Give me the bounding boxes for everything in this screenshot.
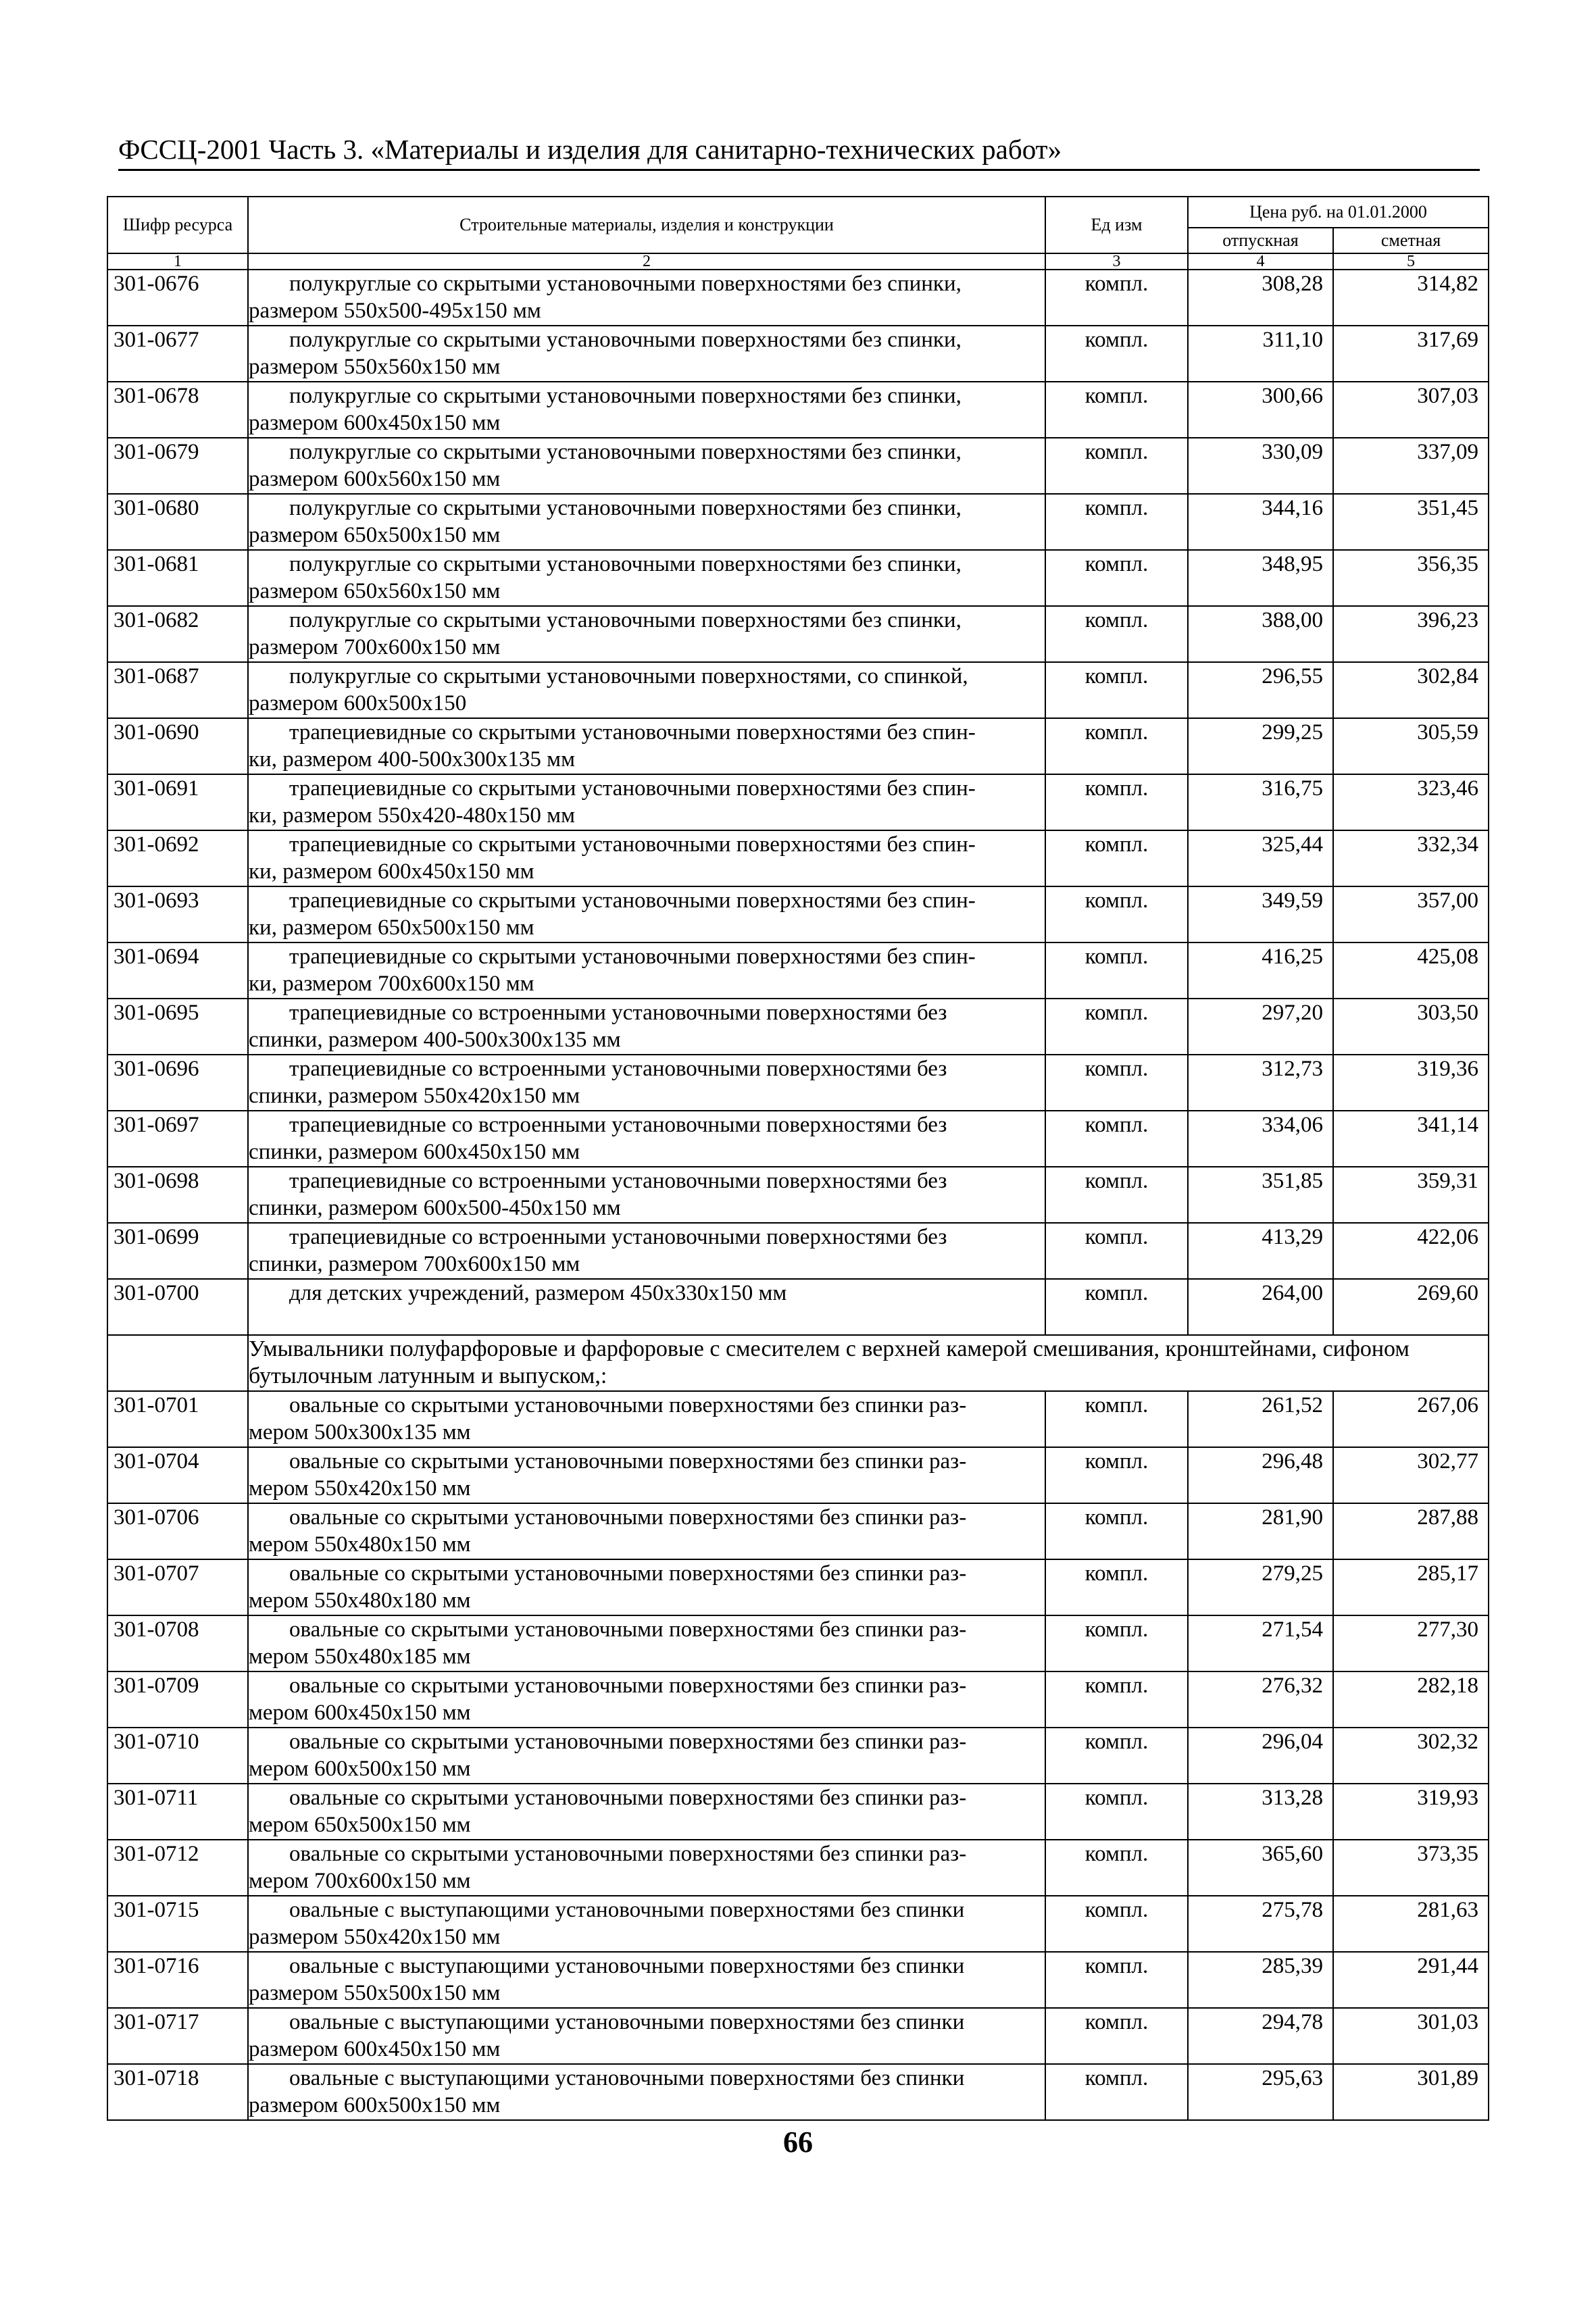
section-heading-row: [107, 1335, 1489, 1391]
header-code: Шифр ресурса: [107, 197, 248, 253]
table-row: [107, 382, 1489, 438]
item-description: [248, 1728, 1045, 1784]
description-line: полукруглые со скрытыми установочными поверхностями без спинки,: [289, 272, 962, 296]
resource-code: 301-0712: [107, 1840, 248, 1896]
description-line: трапециевидные со встроенными установочными поверхностями без: [289, 1169, 947, 1193]
item-description: [248, 270, 1045, 326]
resource-code: 301-0715: [107, 1896, 248, 1952]
description-line: размером 600х500х150: [249, 691, 467, 715]
resource-code: 301-0687: [107, 662, 248, 718]
description-line: полукруглые со скрытыми установочными поверхностями без спинки,: [289, 496, 962, 520]
item-unit: компл.: [1045, 886, 1188, 942]
item-description: [248, 1559, 1045, 1615]
description-line: спинки, размером 550х420х150 мм: [249, 1084, 580, 1108]
table-row: [107, 1559, 1489, 1615]
resource-code: 301-0690: [107, 718, 248, 774]
price-release: 296,04: [1188, 1728, 1333, 1784]
item-description: [248, 438, 1045, 494]
item-unit: компл.: [1045, 662, 1188, 718]
item-description: [248, 1279, 1045, 1335]
description-line: полукруглые со скрытыми установочными поверхностями без спинки,: [289, 384, 962, 408]
description-line: размером 550х420х150 мм: [249, 1925, 501, 1949]
page-header: ФССЦ-2001 Часть 3. «Материалы и изделия для санитарно-технических работ»: [118, 132, 1480, 171]
table-row: [107, 1503, 1489, 1559]
price-estimate: 356,35: [1333, 550, 1489, 606]
resource-code: 301-0708: [107, 1615, 248, 1671]
price-estimate: 305,59: [1333, 718, 1489, 774]
description-line: овальные с выступающими установочными поверхностями без спинки: [289, 2066, 965, 2090]
column-index: 3: [1045, 253, 1188, 270]
table-row: [107, 662, 1489, 718]
description-line: трапециевидные со встроенными установочными поверхностями без: [289, 1057, 947, 1081]
price-estimate: 425,08: [1333, 942, 1489, 999]
description-line: трапециевидные со скрытыми установочными поверхностями без спин-: [289, 720, 976, 745]
price-estimate: 396,23: [1333, 606, 1489, 662]
table-body-b: [107, 1391, 1489, 2120]
section-title: [248, 1335, 1489, 1391]
item-description: [248, 942, 1045, 999]
resource-code: 301-0698: [107, 1167, 248, 1223]
table-body-a: [107, 270, 1489, 1279]
table-row: [107, 886, 1489, 942]
price-estimate: 285,17: [1333, 1559, 1489, 1615]
description-line: мером 700х600х150 мм: [249, 1869, 471, 1893]
resource-code: 301-0691: [107, 774, 248, 830]
description-line: трапециевидные со встроенными установочными поверхностями без: [289, 1225, 947, 1249]
price-estimate: 281,63: [1333, 1896, 1489, 1952]
resource-code: 301-0678: [107, 382, 248, 438]
price-release: 312,73: [1188, 1055, 1333, 1111]
item-unit: компл.: [1045, 1223, 1188, 1279]
table-row: [107, 942, 1489, 999]
table-row: [107, 606, 1489, 662]
table-body-single: [107, 1279, 1489, 1391]
description-line: овальные со скрытыми установочными поверхностями без спинки раз-: [289, 1393, 967, 1417]
description-line: овальные со скрытыми установочными поверхностями без спинки раз-: [289, 1730, 967, 1754]
price-release: 349,59: [1188, 886, 1333, 942]
description-line: овальные с выступающими установочными поверхностями без спинки: [289, 2010, 965, 2034]
price-estimate: 307,03: [1333, 382, 1489, 438]
description-line: ки, размером 700х600х150 мм: [249, 972, 534, 996]
section-code-empty: [107, 1335, 248, 1391]
header-price-release: отпускная: [1188, 228, 1333, 253]
description-line: мером 550х480х180 мм: [249, 1588, 471, 1613]
resource-code: 301-0692: [107, 830, 248, 886]
description-line: размером 600х450х150 мм: [249, 411, 501, 435]
description-line: ки, размером 550х420-480х150 мм: [249, 803, 575, 828]
description-line: трапециевидные со скрытыми установочными поверхностями без спин-: [289, 776, 976, 801]
price-estimate: 291,44: [1333, 1952, 1489, 2008]
item-unit: компл.: [1045, 830, 1188, 886]
price-release: 388,00: [1188, 606, 1333, 662]
price-release: 279,25: [1188, 1559, 1333, 1615]
item-unit: компл.: [1045, 774, 1188, 830]
price-estimate: 303,50: [1333, 999, 1489, 1055]
description-line: овальные с выступающими установочными поверхностями без спинки: [289, 1954, 965, 1978]
resource-code: 301-0706: [107, 1503, 248, 1559]
description-line: мером 600х450х150 мм: [249, 1701, 471, 1725]
description-line: для детских учреждений, размером 450х330х150 мм: [289, 1281, 787, 1305]
description-line: размером 550х500-495х150 мм: [249, 299, 541, 323]
description-line: мером 550х420х150 мм: [249, 1476, 471, 1501]
item-unit: компл.: [1045, 1447, 1188, 1503]
item-description: [248, 1447, 1045, 1503]
price-estimate: 302,84: [1333, 662, 1489, 718]
price-estimate: 317,69: [1333, 326, 1489, 382]
price-release: 299,25: [1188, 718, 1333, 774]
item-unit: компл.: [1045, 494, 1188, 550]
item-unit: компл.: [1045, 999, 1188, 1055]
item-unit: компл.: [1045, 550, 1188, 606]
item-description: [248, 2064, 1045, 2120]
section-title-line: Умывальники полуфарфоровые и фарфоровые с смесителем с верхней камерой смешивания, кронштейнами, сифоном: [249, 1336, 1410, 1361]
description-line: ки, размером 600х450х150 мм: [249, 859, 534, 884]
description-line: полукруглые со скрытыми установочными поверхностями без спинки,: [289, 552, 962, 576]
item-unit: компл.: [1045, 1279, 1188, 1335]
description-line: размером 700х600х150 мм: [249, 635, 501, 659]
item-description: [248, 1167, 1045, 1223]
price-release: 294,78: [1188, 2008, 1333, 2064]
price-estimate: 357,00: [1333, 886, 1489, 942]
item-unit: компл.: [1045, 438, 1188, 494]
table-row: [107, 999, 1489, 1055]
column-index: 2: [248, 253, 1045, 270]
price-estimate: 269,60: [1333, 1279, 1489, 1335]
description-line: размером 600х560х150 мм: [249, 467, 501, 491]
description-line: полукруглые со скрытыми установочными поверхностями без спинки,: [289, 328, 962, 352]
description-line: овальные со скрытыми установочными поверхностями без спинки раз-: [289, 1674, 967, 1698]
description-line: трапециевидные со встроенными установочными поверхностями без: [289, 1113, 947, 1137]
resource-code: 301-0681: [107, 550, 248, 606]
table-row: [107, 1671, 1489, 1728]
price-estimate: 422,06: [1333, 1223, 1489, 1279]
resource-code: 301-0676: [107, 270, 248, 326]
resource-code: 301-0695: [107, 999, 248, 1055]
item-unit: компл.: [1045, 1111, 1188, 1167]
price-release: 365,60: [1188, 1840, 1333, 1896]
table-row: [107, 2008, 1489, 2064]
item-unit: компл.: [1045, 1896, 1188, 1952]
price-release: 348,95: [1188, 550, 1333, 606]
description-line: полукруглые со скрытыми установочными поверхностями без спинки,: [289, 440, 962, 464]
table-row: [107, 1391, 1489, 1447]
item-unit: компл.: [1045, 1615, 1188, 1671]
description-line: трапециевидные со скрытыми установочными поверхностями без спин-: [289, 888, 976, 913]
price-release: 281,90: [1188, 1503, 1333, 1559]
table-row: [107, 1728, 1489, 1784]
description-line: мером 500х300х135 мм: [249, 1420, 471, 1444]
table-row: [107, 1615, 1489, 1671]
table-row: [107, 1279, 1489, 1335]
price-release: 334,06: [1188, 1111, 1333, 1167]
resource-code: 301-0693: [107, 886, 248, 942]
resource-code: 301-0682: [107, 606, 248, 662]
price-release: 300,66: [1188, 382, 1333, 438]
column-index: 4: [1188, 253, 1333, 270]
resource-code: 301-0679: [107, 438, 248, 494]
resource-code: 301-0717: [107, 2008, 248, 2064]
item-description: [248, 830, 1045, 886]
item-description: [248, 886, 1045, 942]
item-unit: компл.: [1045, 326, 1188, 382]
description-line: трапециевидные со встроенными установочными поверхностями без: [289, 1001, 947, 1025]
price-release: 330,09: [1188, 438, 1333, 494]
description-line: спинки, размером 600х450х150 мм: [249, 1140, 580, 1164]
header-description: Строительные материалы, изделия и конструкции: [248, 197, 1045, 253]
item-description: [248, 662, 1045, 718]
description-line: размером 650х500х150 мм: [249, 523, 501, 547]
price-estimate: 282,18: [1333, 1671, 1489, 1728]
item-description: [248, 550, 1045, 606]
item-description: [248, 1615, 1045, 1671]
item-unit: компл.: [1045, 1671, 1188, 1728]
table-row: [107, 1447, 1489, 1503]
description-line: спинки, размером 700х600х150 мм: [249, 1252, 580, 1276]
description-line: овальные со скрытыми установочными поверхностями без спинки раз-: [289, 1449, 967, 1474]
resource-code: 301-0718: [107, 2064, 248, 2120]
header-price-estimate: сметная: [1333, 228, 1489, 253]
price-estimate: 351,45: [1333, 494, 1489, 550]
table-row: [107, 1111, 1489, 1167]
price-estimate: 314,82: [1333, 270, 1489, 326]
item-unit: компл.: [1045, 1559, 1188, 1615]
item-description: [248, 494, 1045, 550]
description-line: мером 600х500х150 мм: [249, 1757, 471, 1781]
price-estimate: 323,46: [1333, 774, 1489, 830]
price-estimate: 302,77: [1333, 1447, 1489, 1503]
item-description: [248, 1671, 1045, 1728]
price-estimate: 359,31: [1333, 1167, 1489, 1223]
resource-code: 301-0700: [107, 1279, 248, 1335]
item-description: [248, 1503, 1045, 1559]
item-unit: компл.: [1045, 606, 1188, 662]
price-release: 264,00: [1188, 1279, 1333, 1335]
resource-code: 301-0694: [107, 942, 248, 999]
price-release: 316,75: [1188, 774, 1333, 830]
table-row: [107, 718, 1489, 774]
table-row: [107, 774, 1489, 830]
table-row: [107, 830, 1489, 886]
price-release: 276,32: [1188, 1671, 1333, 1728]
resource-code: 301-0701: [107, 1391, 248, 1447]
description-line: полукруглые со скрытыми установочными поверхностями без спинки,: [289, 608, 962, 632]
price-estimate: 337,09: [1333, 438, 1489, 494]
price-release: 308,28: [1188, 270, 1333, 326]
resource-code: 301-0710: [107, 1728, 248, 1784]
column-index: 1: [107, 253, 248, 270]
item-unit: компл.: [1045, 1784, 1188, 1840]
price-release: 351,85: [1188, 1167, 1333, 1223]
resource-code: 301-0697: [107, 1111, 248, 1167]
page-number: 66: [783, 2126, 813, 2159]
resource-code: 301-0716: [107, 1952, 248, 2008]
header-unit: Ед изм: [1045, 197, 1188, 253]
table-row: [107, 1223, 1489, 1279]
price-estimate: 267,06: [1333, 1391, 1489, 1447]
price-release: 297,20: [1188, 999, 1333, 1055]
price-release: 413,29: [1188, 1223, 1333, 1279]
description-line: ки, размером 400-500х300х135 мм: [249, 747, 575, 772]
description-line: размером 650х560х150 мм: [249, 579, 501, 603]
description-line: размером 600х500х150 мм: [249, 2093, 501, 2117]
resource-code: 301-0711: [107, 1784, 248, 1840]
table-row: [107, 1784, 1489, 1840]
item-unit: компл.: [1045, 2064, 1188, 2120]
item-description: [248, 2008, 1045, 2064]
price-release: 296,48: [1188, 1447, 1333, 1503]
table-row: [107, 1055, 1489, 1111]
table-row: [107, 2064, 1489, 2120]
table-row: [107, 1167, 1489, 1223]
table-row: [107, 270, 1489, 326]
resource-code: 301-0696: [107, 1055, 248, 1111]
item-description: [248, 606, 1045, 662]
description-line: овальные со скрытыми установочными поверхностями без спинки раз-: [289, 1505, 967, 1530]
price-estimate: 301,89: [1333, 2064, 1489, 2120]
description-line: трапециевидные со скрытыми установочными поверхностями без спин-: [289, 832, 976, 857]
description-line: овальные со скрытыми установочными поверхностями без спинки раз-: [289, 1786, 967, 1810]
item-description: [248, 1784, 1045, 1840]
price-release: 344,16: [1188, 494, 1333, 550]
table-row: [107, 438, 1489, 494]
item-unit: компл.: [1045, 2008, 1188, 2064]
item-description: [248, 1111, 1045, 1167]
item-description: [248, 1896, 1045, 1952]
item-unit: компл.: [1045, 382, 1188, 438]
item-unit: компл.: [1045, 1840, 1188, 1896]
resource-code: 301-0707: [107, 1559, 248, 1615]
item-description: [248, 999, 1045, 1055]
price-release: 296,55: [1188, 662, 1333, 718]
item-unit: компл.: [1045, 270, 1188, 326]
description-line: ки, размером 650х500х150 мм: [249, 915, 534, 940]
item-unit: компл.: [1045, 1167, 1188, 1223]
item-unit: компл.: [1045, 1055, 1188, 1111]
column-index: 5: [1333, 253, 1489, 270]
description-line: овальные со скрытыми установочными поверхностями без спинки раз-: [289, 1842, 967, 1866]
price-release: 416,25: [1188, 942, 1333, 999]
item-unit: компл.: [1045, 1728, 1188, 1784]
item-description: [248, 718, 1045, 774]
price-estimate: 277,30: [1333, 1615, 1489, 1671]
item-description: [248, 1223, 1045, 1279]
header-price-group: Цена руб. на 01.01.2000: [1188, 197, 1489, 228]
table-row: [107, 1840, 1489, 1896]
item-description: [248, 382, 1045, 438]
table-row: [107, 1952, 1489, 2008]
table-row: [107, 494, 1489, 550]
price-estimate: 319,36: [1333, 1055, 1489, 1111]
description-line: спинки, размером 400-500х300х135 мм: [249, 1028, 621, 1052]
description-line: мером 550х480х150 мм: [249, 1532, 471, 1557]
price-release: 261,52: [1188, 1391, 1333, 1447]
description-line: мером 550х480х185 мм: [249, 1644, 471, 1669]
description-line: размером 550х500х150 мм: [249, 1981, 501, 2005]
resource-code: 301-0709: [107, 1671, 248, 1728]
description-line: овальные со скрытыми установочными поверхностями без спинки раз-: [289, 1617, 967, 1642]
description-line: полукруглые со скрытыми установочными поверхностями, со спинкой,: [289, 664, 968, 688]
description-line: трапециевидные со скрытыми установочными поверхностями без спин-: [289, 945, 976, 969]
price-estimate: 302,32: [1333, 1728, 1489, 1784]
description-line: спинки, размером 600х500-450х150 мм: [249, 1196, 621, 1220]
item-description: [248, 326, 1045, 382]
price-estimate: 301,03: [1333, 2008, 1489, 2064]
price-estimate: 341,14: [1333, 1111, 1489, 1167]
description-line: овальные с выступающими установочными поверхностями без спинки: [289, 1898, 965, 1922]
table-row: [107, 326, 1489, 382]
description-line: мером 650х500х150 мм: [249, 1813, 471, 1837]
section-title-line: бутылочным латунным и выпуском,:: [249, 1363, 607, 1388]
resource-code: 301-0699: [107, 1223, 248, 1279]
item-description: [248, 1952, 1045, 2008]
item-unit: компл.: [1045, 942, 1188, 999]
price-estimate: 332,34: [1333, 830, 1489, 886]
resource-code: 301-0677: [107, 326, 248, 382]
item-unit: компл.: [1045, 1952, 1188, 2008]
price-release: 275,78: [1188, 1896, 1333, 1952]
resource-code: 301-0680: [107, 494, 248, 550]
item-description: [248, 774, 1045, 830]
price-estimate: 373,35: [1333, 1840, 1489, 1896]
description-line: размером 550х560х150 мм: [249, 355, 501, 379]
price-release: 325,44: [1188, 830, 1333, 886]
item-unit: компл.: [1045, 718, 1188, 774]
price-estimate: 287,88: [1333, 1503, 1489, 1559]
item-unit: компл.: [1045, 1391, 1188, 1447]
price-table: [107, 196, 1489, 2121]
table-row: [107, 1896, 1489, 1952]
description-line: размером 600х450х150 мм: [249, 2037, 501, 2061]
resource-code: 301-0704: [107, 1447, 248, 1503]
item-description: [248, 1840, 1045, 1896]
table-row: [107, 550, 1489, 606]
price-release: 295,63: [1188, 2064, 1333, 2120]
description-line: овальные со скрытыми установочными поверхностями без спинки раз-: [289, 1561, 967, 1586]
price-release: 285,39: [1188, 1952, 1333, 2008]
item-description: [248, 1055, 1045, 1111]
item-description: [248, 1391, 1045, 1447]
item-unit: компл.: [1045, 1503, 1188, 1559]
price-estimate: 319,93: [1333, 1784, 1489, 1840]
price-release: 311,10: [1188, 326, 1333, 382]
price-release: 271,54: [1188, 1615, 1333, 1671]
price-release: 313,28: [1188, 1784, 1333, 1840]
